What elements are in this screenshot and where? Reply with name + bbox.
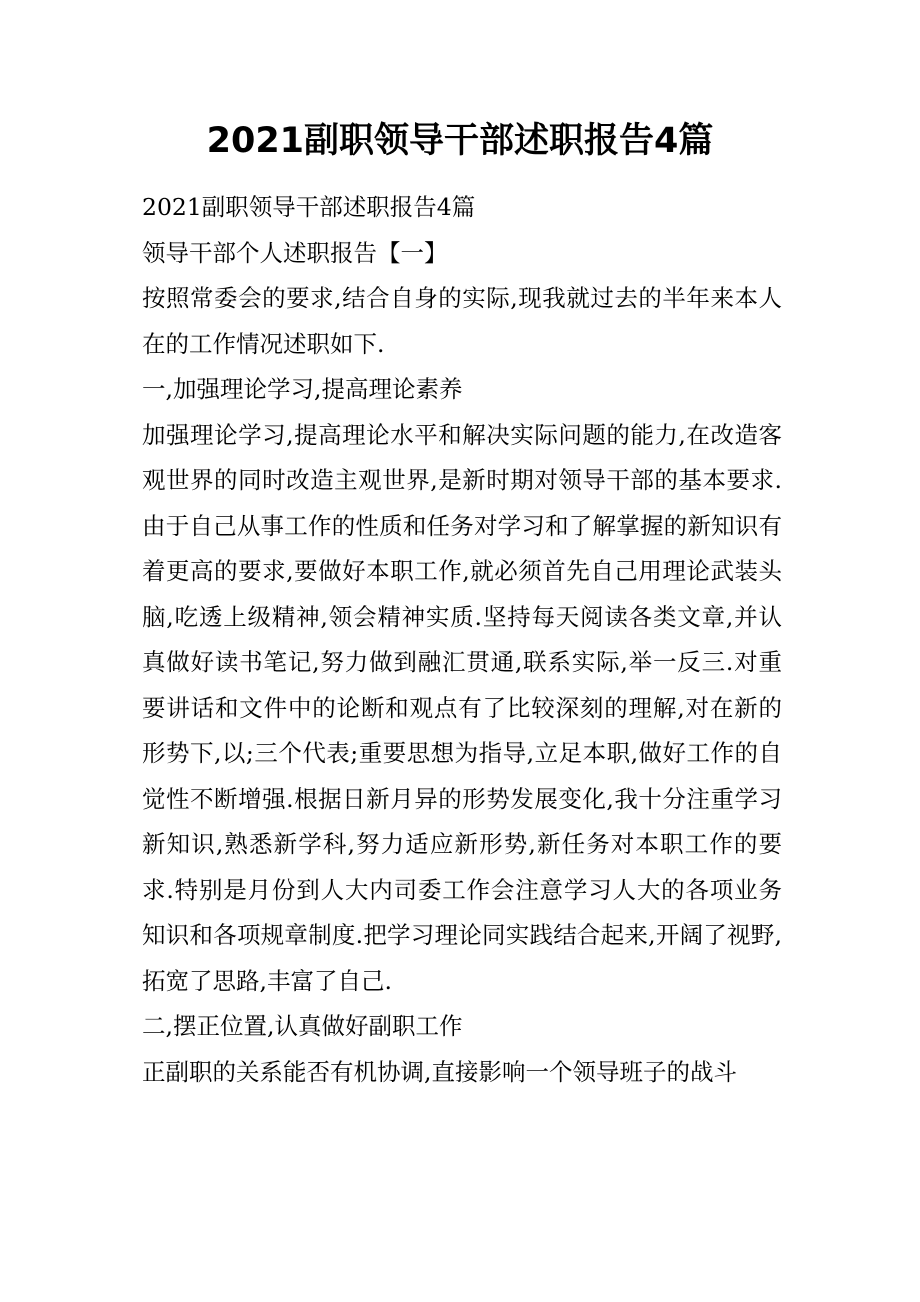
document-title: 2021副职领导干部述职报告4篇 <box>206 121 714 161</box>
section-2-paragraph: 正副职的关系能否有机协调,直接影响一个领导班子的战斗 <box>142 1057 737 1086</box>
document-body <box>142 185 782 1095</box>
section-heading-2: 二,摆正位置,认真做好副职工作 <box>142 1012 463 1040</box>
document-subtitle: 2021副职领导干部述职报告4篇 <box>142 193 476 221</box>
section-heading-1: 一,加强理论学习,提高理论素养 <box>142 375 463 403</box>
section-1-paragraph: 加强理论学习,提高理论水平和解决实际问题的能力,在改造客观世界的同时改造主观世界,是新时期对领导干部的基本要求.由于自己从事工作的性质和任务对学习和了解掌握的新知识有着更高的要求,要做好本职工作,就必须首先自己用理论武装头脑,吃透上级精神,领会精神实质.坚持每天阅读各类文章,并认真做好读书笔记,努力做到融汇贯通,联系实际,举一反三.对重要讲话和文件中的论断和观点有了比较深刻的理解,对在新的形势下,以;三个代表;重要思想为指导,立足本职,做好工作的自觉性不断增强.根据日新月异的形势发展变化,我十分注重学习新知识,熟悉新学科,努力适应新形势,新任务对本职工作的要求.特别是月份到人大内司委工作会注意学习人大的各项业务知识和各项规章制度.把学习理论同实践结合起来,开阔了视野,拓宽了思路,丰富了自己. <box>142 420 782 995</box>
section-label: 领导干部个人述职报告【一】 <box>142 238 448 267</box>
intro-paragraph: 按照常委会的要求,结合自身的实际,现我就过去的半年来本人在的工作情况述职如下. <box>142 284 782 358</box>
